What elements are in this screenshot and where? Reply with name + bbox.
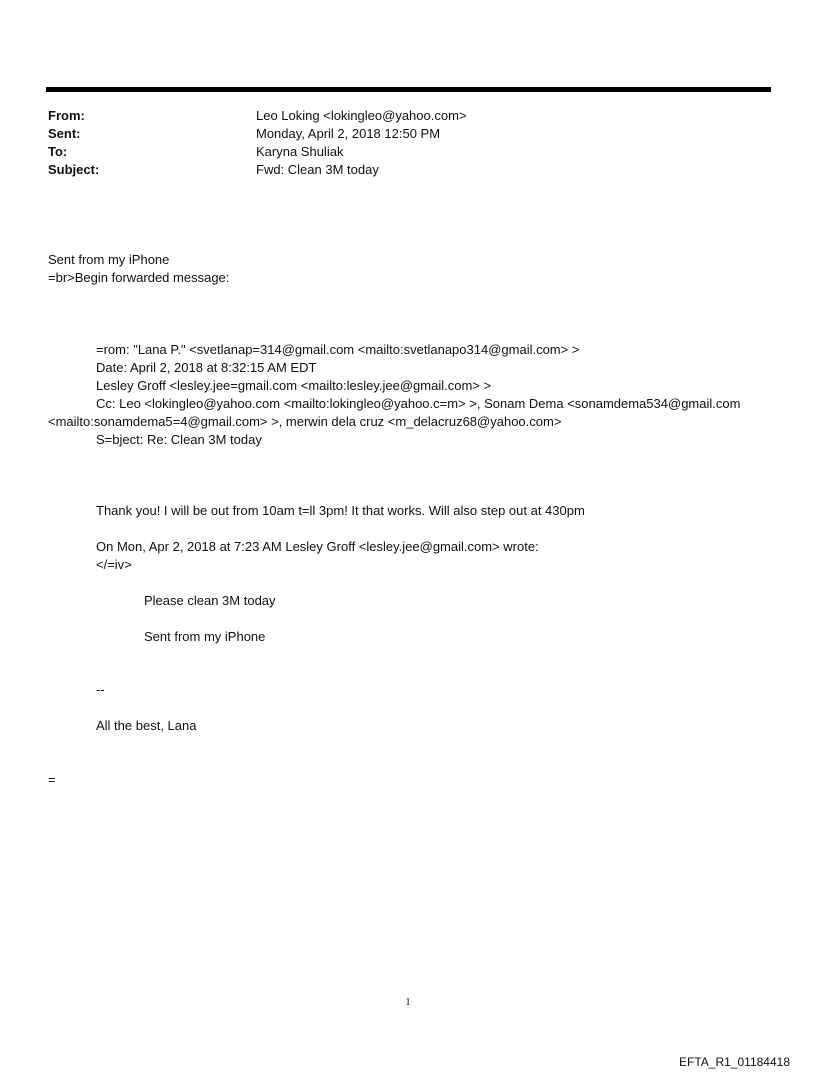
sent-from-line: Sent from my iPhone	[48, 252, 170, 267]
signature: All the best, Lana	[96, 718, 197, 733]
fwd-cc-line: Cc: Leo <lokingleo@yahoo.com <mailto:lokingleo@yahoo.c=m> >, Sonam Dema <sonamdema534@gmail.com	[96, 396, 741, 411]
fwd-from-line: =rom: "Lana P." <svetlanap=314@gmail.com <mailto:svetlanapo314@gmail.com> >	[96, 342, 580, 357]
quote-intro: On Mon, Apr 2, 2018 at 7:23 AM Lesley Groff <lesley.jee@gmail.com> wrote:	[96, 539, 539, 554]
fwd-date-line: Date: April 2, 2018 at 8:32:15 AM EDT	[96, 360, 317, 375]
subject-label: Subject:	[48, 162, 100, 177]
page-number: 1	[405, 996, 411, 1008]
fwd-subject-line: S=bject: Re: Clean 3M today	[96, 432, 262, 447]
quoted-line-1: Please clean 3M today	[144, 593, 276, 608]
sent-value: Monday, April 2, 2018 12:50 PM	[256, 126, 441, 141]
from-value: Leo Loking <lokingleo@yahoo.com>	[256, 108, 467, 123]
quote-tag: </=iv>	[96, 557, 132, 572]
trailing-char: =	[48, 772, 56, 787]
header-divider	[46, 87, 771, 92]
fwd-to-line: Lesley Groff <lesley.jee=gmail.com <mailto:lesley.jee@gmail.com> >	[96, 378, 492, 393]
subject-value: Fwd: Clean 3M today	[256, 162, 379, 177]
sent-label: Sent:	[48, 126, 81, 141]
reply-text: Thank you! I will be out from 10am t=ll 3pm! It that works. Will also step out at 430pm	[96, 503, 585, 518]
signature-separator: --	[96, 682, 105, 697]
to-label: To:	[48, 144, 68, 159]
fwd-cc-line-continued: <mailto:sonamdema5=4@gmail.com> >, merwin dela cruz <m_delacruz68@yahoo.com>	[48, 414, 562, 429]
from-label: From:	[48, 108, 85, 123]
document-id: EFTA_R1_01184418	[679, 1055, 790, 1069]
quoted-line-2: Sent from my iPhone	[144, 629, 266, 644]
begin-forwarded-line: =br>Begin forwarded message:	[48, 270, 230, 285]
to-value: Karyna Shuliak	[256, 144, 344, 159]
